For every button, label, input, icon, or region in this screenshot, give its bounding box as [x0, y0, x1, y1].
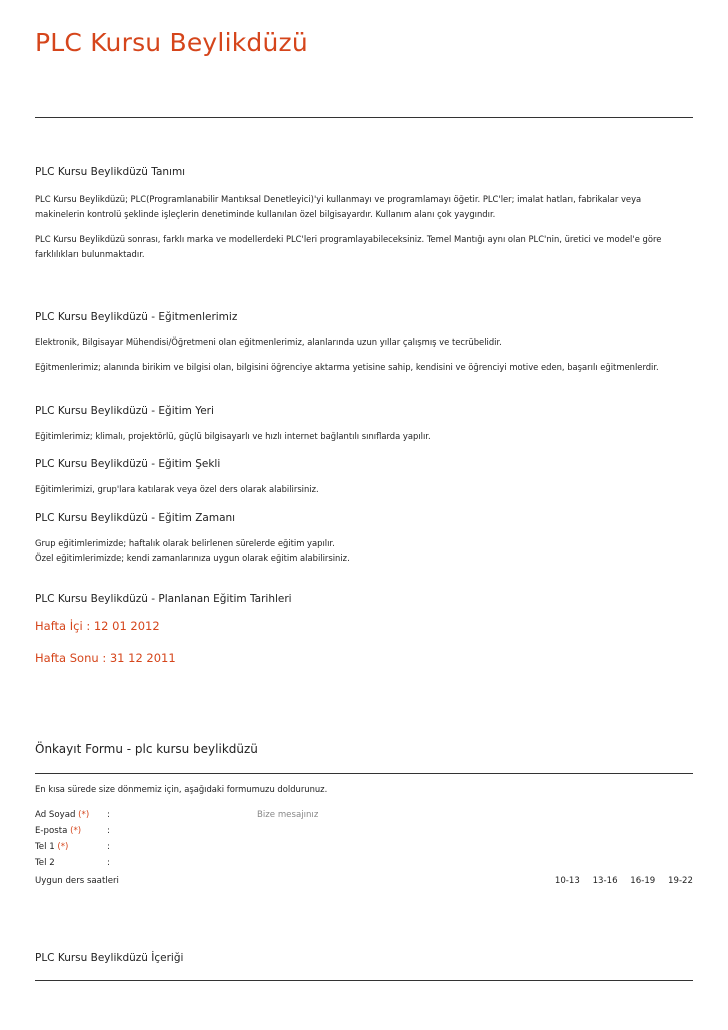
definition-paragraph-2: PLC Kursu Beylikdüzü sonrası, farklı marka ve modellerdeki PLC'leri programlayabileceksiniz. Temel Mantığı aynı olan PLC'nin, üretici ve model'e göre farklılıkları bulunmaktadır. [35, 234, 662, 259]
time-paragraph-2: Özel eğitimlerimizde; kendi zamanlarınıza uygun olarak eğitim alabilirsiniz. [35, 553, 350, 563]
time-paragraph-1: Grup eğitimlerimizde; haftalık olarak belirlenen sürelerde eğitim yapılır. [35, 538, 335, 548]
email-colon: : [107, 826, 110, 836]
trainers-section [35, 311, 693, 375]
form-heading: Önkayıt Formu - plc kursu beylikdüzü [35, 742, 258, 756]
place-section [35, 405, 693, 444]
email-required-mark: (*) [70, 826, 82, 836]
name-label: Ad Soyad [35, 810, 76, 820]
hours-label: Uygun ders saatleri [35, 876, 119, 886]
format-heading: PLC Kursu Beylikdüzü - Eğitim Şekli [35, 458, 221, 470]
definition-paragraph-1: PLC Kursu Beylikdüzü; PLC(Programlanabilir Mantıksal Denetleyici)'yi kullanmayı ve programlamayı öğetir. PLC'ler; imalat hatları, fabrikalar veya makinelerin kontrolü şeklinde işleçlerin denetiminde kullanılan özel bilgisayardır. Kullanım alanı çok yaygındır. [35, 194, 642, 219]
format-paragraph: Eğitimlerimizi, grup'lara katılarak veya özel ders olarak alabilirsiniz. [35, 484, 319, 494]
tel2-colon: : [107, 858, 110, 868]
hour-option-16-19[interactable]: 16-19 [630, 876, 656, 886]
form-row-name[interactable] [35, 810, 110, 820]
time-section [35, 512, 693, 566]
tel1-colon: : [107, 842, 110, 852]
time-heading: PLC Kursu Beylikdüzü - Eğitim Zamanı [35, 512, 236, 524]
hour-option-13-16[interactable]: 13-16 [592, 876, 618, 886]
trainers-heading: PLC Kursu Beylikdüzü - Eğitmenlerimiz [35, 311, 238, 323]
form-row-tel1[interactable] [35, 842, 110, 852]
form-row-email[interactable] [35, 826, 110, 836]
tel1-label: Tel 1 [35, 842, 55, 852]
tel1-required-mark: (*) [57, 842, 69, 852]
site-title: PLC Kursu Beylikdüzü [35, 28, 308, 57]
name-colon: : [107, 810, 110, 820]
dates-heading: PLC Kursu Beylikdüzü - Planlanan Eğitim Tarihleri [35, 593, 292, 605]
hours-row [35, 876, 693, 886]
form-intro: En kısa sürede size dönmemiz için, aşağıdaki formumuzu doldurunuz. [35, 784, 328, 794]
weekend-date: Hafta Sonu : 31 12 2011 [35, 651, 176, 665]
form-divider [35, 773, 693, 774]
hour-option-10-13[interactable]: 10-13 [554, 876, 580, 886]
hour-option-19-22[interactable]: 19-22 [668, 876, 693, 886]
form-row-tel2[interactable] [35, 858, 110, 868]
contents-divider [35, 980, 693, 981]
hours-options [545, 876, 693, 886]
definition-section [35, 166, 693, 262]
dates-section [35, 593, 693, 665]
tel2-label: Tel 2 [35, 858, 55, 868]
format-section [35, 458, 693, 497]
header-divider [35, 117, 693, 118]
trainers-paragraph-1: Elektronik, Bilgisayar Mühendisi/Öğretmeni olan eğitmenlerimiz, alanlarında uzun yıllar çalışmış ve tecrübelidir. [35, 337, 502, 347]
weekday-date: Hafta İçi : 12 01 2012 [35, 619, 160, 633]
place-heading: PLC Kursu Beylikdüzü - Eğitim Yeri [35, 405, 214, 417]
place-paragraph: Eğitimlerimiz; klimalı, projektörlü, güçlü bilgisayarlı ve hızlı internet bağlantılı sınıflarda yapılır. [35, 431, 431, 441]
email-label: E-posta [35, 826, 68, 836]
trainers-paragraph-2: Eğitmenlerimiz; alanında birikim ve bilgisi olan, bilgisini öğrenciye aktarma yetisine sahip, kendisini ve öğrenciyi motive eden, başarılı eğitmenlerdir. [35, 362, 659, 372]
message-textarea-placeholder[interactable]: Bize mesajınız [257, 810, 319, 820]
name-required-mark: (*) [78, 810, 90, 820]
definition-heading: PLC Kursu Beylikdüzü Tanımı [35, 166, 186, 178]
contents-heading: PLC Kursu Beylikdüzü İçeriği [35, 952, 184, 964]
